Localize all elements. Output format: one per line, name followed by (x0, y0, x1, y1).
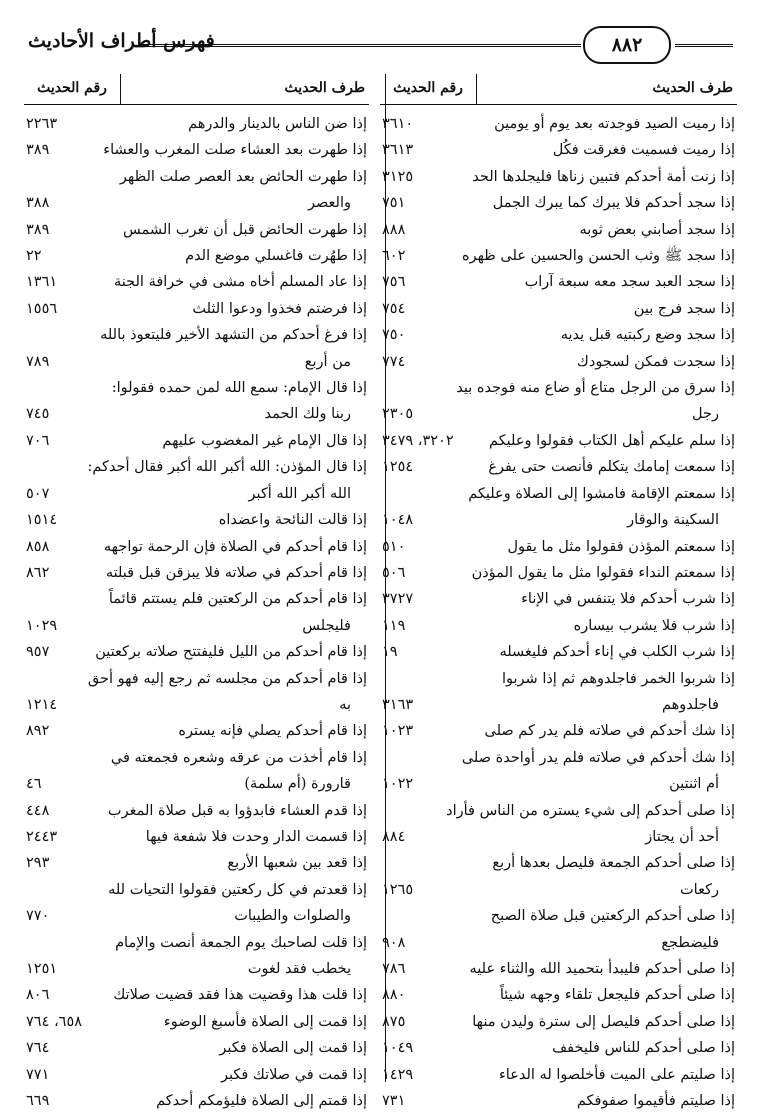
entry-list (24, 105, 369, 1114)
hadith-number: ٧٧٠ (26, 908, 50, 925)
hadith-edge-text: إذا سرق من الرجل متاع أو ضاع منه فوجده بيد (456, 380, 735, 397)
hadith-edge-text: إذا قال المؤذن: الله أكبر الله أكبر فقال أحدكم: (87, 459, 367, 476)
hadith-edge-text: إذا صليتم على الميت فأخلصوا له الدعاء (498, 1066, 735, 1083)
hadith-edge-text: السكينة والوقار (627, 512, 719, 529)
hadith-number: ٨٩٢ (26, 723, 50, 740)
hadith-edge-text: إذا طهرت بعد العشاء صلت المغرب والعشاء (103, 142, 367, 159)
index-entry (24, 560, 369, 586)
hadith-edge-text: إذا صلى أحدكم إلى شيء يستره من الناس فأراد (446, 802, 735, 819)
index-entry (380, 560, 737, 586)
hadith-number: ٦٠٢ (382, 248, 406, 265)
header-divider (476, 74, 477, 105)
header-rule (675, 44, 733, 47)
index-entry (24, 666, 369, 719)
hadith-number: ٢٣٠٥ (382, 406, 414, 423)
hadith-edge-text: إذا شك أحدكم في صلاته فلم يدر كم صلى (484, 723, 735, 740)
hadith-edge-text: إذا صلى أحدكم للناس فليخفف (552, 1040, 735, 1057)
hadith-edge-text: إذا سمعتم المؤذن فقولوا مثل ما يقول (507, 538, 735, 555)
page-number: ٨٨٢ (583, 26, 671, 64)
hadith-edge-text: إذا سجدت فمكن لسجودك (576, 353, 735, 370)
edge-label: طرف الحديث (284, 80, 365, 96)
index-entry (380, 137, 737, 163)
right-column (380, 74, 737, 1110)
hadith-edge-text: من أربع (304, 353, 351, 370)
hadith-edge-text: إذا صلى أحدكم فليصل إلى سترة وليدن منها (472, 1013, 735, 1030)
index-entry (24, 428, 369, 454)
hadith-number: ٩٥٧ (26, 644, 50, 661)
hadith-number: ٣١٦٣ (382, 696, 414, 713)
hadith-number: ١٥٥٦ (26, 300, 58, 317)
hadith-number: ١١٩ (382, 617, 406, 634)
index-entry (24, 269, 369, 295)
index-entry (380, 718, 737, 744)
index-entry (380, 639, 737, 665)
hadith-number: ٧٠٦ (26, 432, 50, 449)
hadith-number: ٣٧٢٧ (382, 591, 414, 608)
hadith-edge-text: إذا سجد أصابني بعض ثوبه (579, 221, 735, 238)
index-entry (24, 243, 369, 269)
hadith-number: ٣١٢٥ (382, 168, 414, 185)
hadith-edge-text: أحد أن يجتاز (645, 828, 719, 845)
hadith-number: ٣٦١٣ (382, 142, 414, 159)
hadith-edge-text: إذا قمت إلى الصلاة فأسبغ الوضوء (163, 1013, 367, 1030)
left-column (24, 74, 369, 1110)
index-entry (24, 507, 369, 533)
index-entry (24, 1035, 369, 1061)
index-entry (380, 982, 737, 1008)
hadith-edge-text: إذا قعد بين شعبها الأربع (227, 855, 367, 872)
hadith-number: ٧٥١ (382, 195, 406, 212)
hadith-edge-text: إذا قال الإمام غير المغضوب عليهم (162, 432, 367, 449)
hadith-number: ١٠٢٣ (382, 723, 414, 740)
hadith-edge-text: إذا قمت في صلاتك فكبر (220, 1066, 367, 1083)
page-header (28, 24, 733, 68)
hadith-number: ٥٠٧ (26, 485, 50, 502)
hadith-edge-text: إذا قام أحدكم في الصلاة فإن الرحمة تواجهه (103, 538, 367, 555)
hadith-number: ١٠٤٨ (382, 512, 414, 529)
index-entry (24, 322, 369, 375)
hadith-edge-text: إذا قمت إلى الصلاة فكبر (219, 1040, 367, 1057)
index-entry (24, 745, 369, 798)
hadith-number: ٨٨٨ (382, 221, 406, 238)
hadith-edge-text: إذا صليتم فأقيموا صفوفكم (576, 1093, 735, 1110)
column-header (24, 74, 369, 105)
hadith-edge-text: فاجلدوهم (661, 696, 719, 713)
hadith-edge-text: إذا شرب فلا يشرب بيساره (573, 617, 735, 634)
hadith-edge-text: به (339, 696, 351, 713)
index-entry (380, 613, 737, 639)
hadith-edge-text: إذا شك أحدكم في صلاته فلم يدر أواحدة صلى (461, 749, 735, 766)
index-entry (380, 1035, 737, 1061)
hadith-edge-text: إذا قام أحدكم من الركعتين فلم يستتم قائماً (108, 591, 367, 608)
hadith-edge-text: إذا ضن الناس بالدينار والدرهم (188, 116, 367, 132)
index-entry (380, 217, 737, 243)
hadith-edge-text: والصلوات والطيبات (234, 908, 351, 925)
hadith-edge-text: إذا صلى أحدكم فليجعل تلقاء وجهه شيئاً (499, 987, 735, 1004)
hadith-number: ٦٥٨، ٧٦٤ (26, 1013, 83, 1030)
hadith-edge-text: إذا فرضتم فخذوا ودعوا الثلث (192, 300, 367, 317)
index-entry (24, 850, 369, 876)
index-entry (380, 586, 737, 612)
hadith-number: ١٣٦١ (26, 274, 58, 291)
hadith-edge-text: يخطب فقد لغوت (247, 961, 351, 977)
hadith-number: ٧٦٤ (26, 1040, 50, 1057)
index-entry (380, 850, 737, 903)
hadith-edge-text: إذا قالت النائحة واعضداه (218, 512, 367, 529)
column-header (380, 74, 737, 105)
hadith-edge-text: رجل (692, 406, 719, 423)
hadith-number: ٩٠٨ (382, 934, 406, 951)
hadith-number: ٨٨٠ (382, 987, 406, 1004)
hadith-edge-text: إذا فرغ أحدكم من التشهد الأخير فليتعوذ بالله (100, 327, 367, 344)
hadith-number: ١٥١٤ (26, 512, 58, 529)
hadith-edge-text: إذا قسمت الدار وحدت فلا شفعة فيها (145, 828, 367, 845)
index-entry (380, 1088, 737, 1114)
hadith-edge-text: إذا سمعتم النداء فقولوا مثل ما يقول المؤذن (471, 564, 735, 581)
hadith-edge-text: إذا قمتم إلى الصلاة فليؤمكم أحدكم (156, 1093, 367, 1110)
hadith-edge-text: إذا قدم العشاء فابدؤوا به قبل صلاة المغرب (107, 802, 367, 819)
hadith-edge-text: إذا سجد ﷺ وثب الحسن والحسين على ظهره (462, 248, 735, 265)
index-entry (380, 454, 737, 480)
hadith-number: ٣٨٩ (26, 221, 50, 238)
hadith-edge-text: إذا طهرت الحائض قبل أن تغرب الشمس (123, 221, 367, 238)
hadith-edge-text: أم اثنتين (669, 776, 719, 793)
hadith-edge-text: إذا طهُرت فاغسلي موضع الدم (185, 248, 367, 265)
index-entry (380, 349, 737, 375)
hadith-edge-text: إذا سجد وضع ركبتيه قبل يديه (560, 327, 735, 344)
hadith-edge-text: الله أكبر الله أكبر (248, 485, 351, 502)
number-label: رقم الحديث (393, 80, 463, 96)
hadith-edge-text: إذا رميت الصيد فوجدته بعد يوم أو يومين (494, 116, 735, 132)
hadith-edge-text: إذا صلى أحدكم فليبدأ بتحميد الله والثناء عليه (469, 961, 735, 977)
hadith-number: ٨٧٥ (382, 1013, 406, 1030)
hadith-number: ٢٤٤٣ (26, 828, 58, 845)
hadith-number: ٨٠٦ (26, 987, 50, 1004)
index-entry (24, 111, 369, 137)
hadith-number: ٧٧١ (26, 1066, 50, 1083)
hadith-edge-text: إذا قام أحدكم في صلاته فلا يبزقن قبل قبلته (105, 564, 367, 581)
index-entry (380, 534, 737, 560)
index-entry (380, 322, 737, 348)
hadith-number: ٢٢ (26, 248, 42, 265)
hadith-number: ٧٥٤ (382, 300, 406, 317)
hadith-edge-text: إذا سجد فرج بين (633, 300, 735, 317)
index-entry (380, 798, 737, 851)
index-entry (24, 877, 369, 930)
index-entry (24, 296, 369, 322)
hadith-edge-text: إذا قام أحدكم يصلي فإنه يستره (178, 723, 367, 740)
index-entry (24, 375, 369, 428)
header-rule (138, 44, 581, 47)
number-label: رقم الحديث (37, 80, 107, 96)
index-entry (24, 1088, 369, 1114)
index-entry (380, 190, 737, 216)
hadith-edge-text: إذا سلم عليكم أهل الكتاب فقولوا وعليكم (489, 432, 735, 449)
hadith-number: ١٢٥١ (26, 961, 58, 977)
hadith-edge-text: إذا رميت فسميت فغرقت فكُل (552, 142, 735, 159)
index-entry (380, 956, 737, 982)
index-entry (380, 481, 737, 534)
hadith-edge-text: فليضطجع (661, 934, 719, 951)
hadith-number: ١٢٦٥ (382, 881, 414, 898)
index-entry (24, 718, 369, 744)
hadith-number: ٧٨٩ (26, 353, 50, 370)
index-entry (24, 824, 369, 850)
index-entry (24, 137, 369, 163)
hadith-number: ٣٦١٠ (382, 116, 414, 132)
entry-list (380, 105, 737, 1114)
hadith-edge-text: إذا سجد أحدكم فلا يبرك كما يبرك الجمل (492, 195, 735, 212)
index-entry (380, 164, 737, 190)
hadith-number: ٧٥٠ (382, 327, 406, 344)
hadith-edge-text: إذا عاد المسلم أخاه مشى في خرافة الجنة (114, 274, 367, 291)
hadith-edge-text: والعصر (307, 195, 351, 212)
page-title: فهرس أطراف الأحاديث (28, 30, 215, 52)
index-entry (24, 639, 369, 665)
index-entry (380, 1009, 737, 1035)
hadith-number: ٧٣١ (382, 1093, 406, 1110)
index-entry (380, 1062, 737, 1088)
index-entry (24, 1062, 369, 1088)
hadith-number: ٧٧٤ (382, 353, 406, 370)
hadith-number: ٢٩٣ (26, 855, 50, 872)
hadith-edge-text: إذا قام أحدكم من مجلسه ثم رجع إليه فهو أحق (87, 670, 367, 687)
hadith-number: ١٠٢٢ (382, 776, 414, 793)
hadith-edge-text: إذا صلى أحدكم الجمعة فليصل بعدها أربع (492, 855, 735, 872)
hadith-number: ١٠٤٩ (382, 1040, 414, 1057)
hadith-number: ٨٨٤ (382, 828, 406, 845)
edge-label: طرف الحديث (652, 80, 733, 96)
hadith-number: ٧٨٦ (382, 961, 406, 977)
hadith-number: ٧٥٦ (382, 274, 406, 291)
hadith-number: ٦٦٩ (26, 1093, 50, 1110)
hadith-edge-text: إذا شربوا الخمر فاجلدوهم ثم إذا شربوا (502, 670, 735, 687)
index-entry (24, 982, 369, 1008)
hadith-number: ٣٨٩ (26, 142, 50, 159)
hadith-number: ٥٠٦ (382, 564, 406, 581)
hadith-edge-text: إذا قام أخذت من عرقه وشعره فجمعته في (110, 749, 367, 766)
hadith-edge-text: إذا قلت هذا وقضيت هذا فقد قضيت صلاتك (113, 987, 367, 1004)
hadith-edge-text: قارورة (أم سلمة) (244, 776, 351, 793)
hadith-edge-text: إذا صلى أحدكم الركعتين قبل صلاة الصبح (490, 908, 735, 925)
index-entry (380, 666, 737, 719)
hadith-edge-text: إذا طهرت الحائض بعد العصر صلت الظهر (119, 168, 367, 185)
hadith-number: ٢٢٦٣ (26, 116, 58, 132)
index-entry (380, 375, 737, 428)
header-divider (120, 74, 121, 105)
index-entry (24, 586, 369, 639)
index-entry (380, 903, 737, 956)
index-entry (380, 111, 737, 137)
hadith-edge-text: إذا قام أحدكم من الليل فليفتتح صلاته بركعتين (95, 644, 367, 661)
hadith-number: ٤٤٨ (26, 802, 50, 819)
hadith-number: ٤٦ (26, 776, 42, 793)
index-entry (24, 217, 369, 243)
hadith-number: ٣٨٨ (26, 195, 50, 212)
hadith-edge-text: فليجلس (302, 617, 351, 634)
index-entry (24, 798, 369, 824)
hadith-edge-text: إذا سجد العبد سجد معه سبعة آراب (524, 274, 735, 291)
hadith-number: ٣٢٠٢، ٣٤٧٩ (382, 432, 454, 449)
index-entry (24, 930, 369, 983)
hadith-number: ١٤٢٩ (382, 1066, 414, 1083)
index-entry (380, 745, 737, 798)
hadith-edge-text: ربنا ولك الحمد (264, 406, 351, 423)
hadith-edge-text: إذا قعدتم في كل ركعتين فقولوا التحيات لله (108, 881, 367, 898)
hadith-edge-text: إذا قال الإمام: سمع الله لمن حمده فقولوا: (111, 380, 367, 397)
hadith-number: ١٠٢٩ (26, 617, 58, 634)
hadith-edge-text: إذا قلت لصاحبك يوم الجمعة أنصت والإمام (115, 934, 367, 951)
index-entry (380, 296, 737, 322)
hadith-number: ١٢١٤ (26, 696, 58, 713)
hadith-edge-text: إذا سمعتم الإقامة فامشوا إلى الصلاة وعليكم (468, 485, 735, 502)
index-entry (24, 534, 369, 560)
index-entry (380, 243, 737, 269)
hadith-number: ٨٦٢ (26, 564, 50, 581)
index-entry (380, 269, 737, 295)
hadith-number: ٨٥٨ (26, 538, 50, 555)
hadith-edge-text: ركعات (680, 881, 719, 898)
hadith-edge-text: إذا شرب الكلب في إناء أحدكم فليغسله (499, 644, 735, 661)
hadith-edge-text: إذا زنت أمة أحدكم فتبين زناها فليجلدها الحد (472, 168, 735, 185)
index-entry (24, 164, 369, 217)
index-entry (380, 428, 737, 454)
hadith-number: ١٢٥٤ (382, 459, 414, 476)
hadith-number: ١٩ (382, 644, 398, 661)
hadith-number: ٥١٠ (382, 538, 406, 555)
hadith-number: ٧٤٥ (26, 406, 50, 423)
hadith-edge-text: إذا سمعت إمامك يتكلم فأنصت حتى يفرغ (488, 459, 735, 476)
hadith-edge-text: إذا شرب أحدكم فلا يتنفس في الإناء (521, 591, 735, 608)
index-entry (24, 1009, 369, 1035)
index-entry (24, 454, 369, 507)
